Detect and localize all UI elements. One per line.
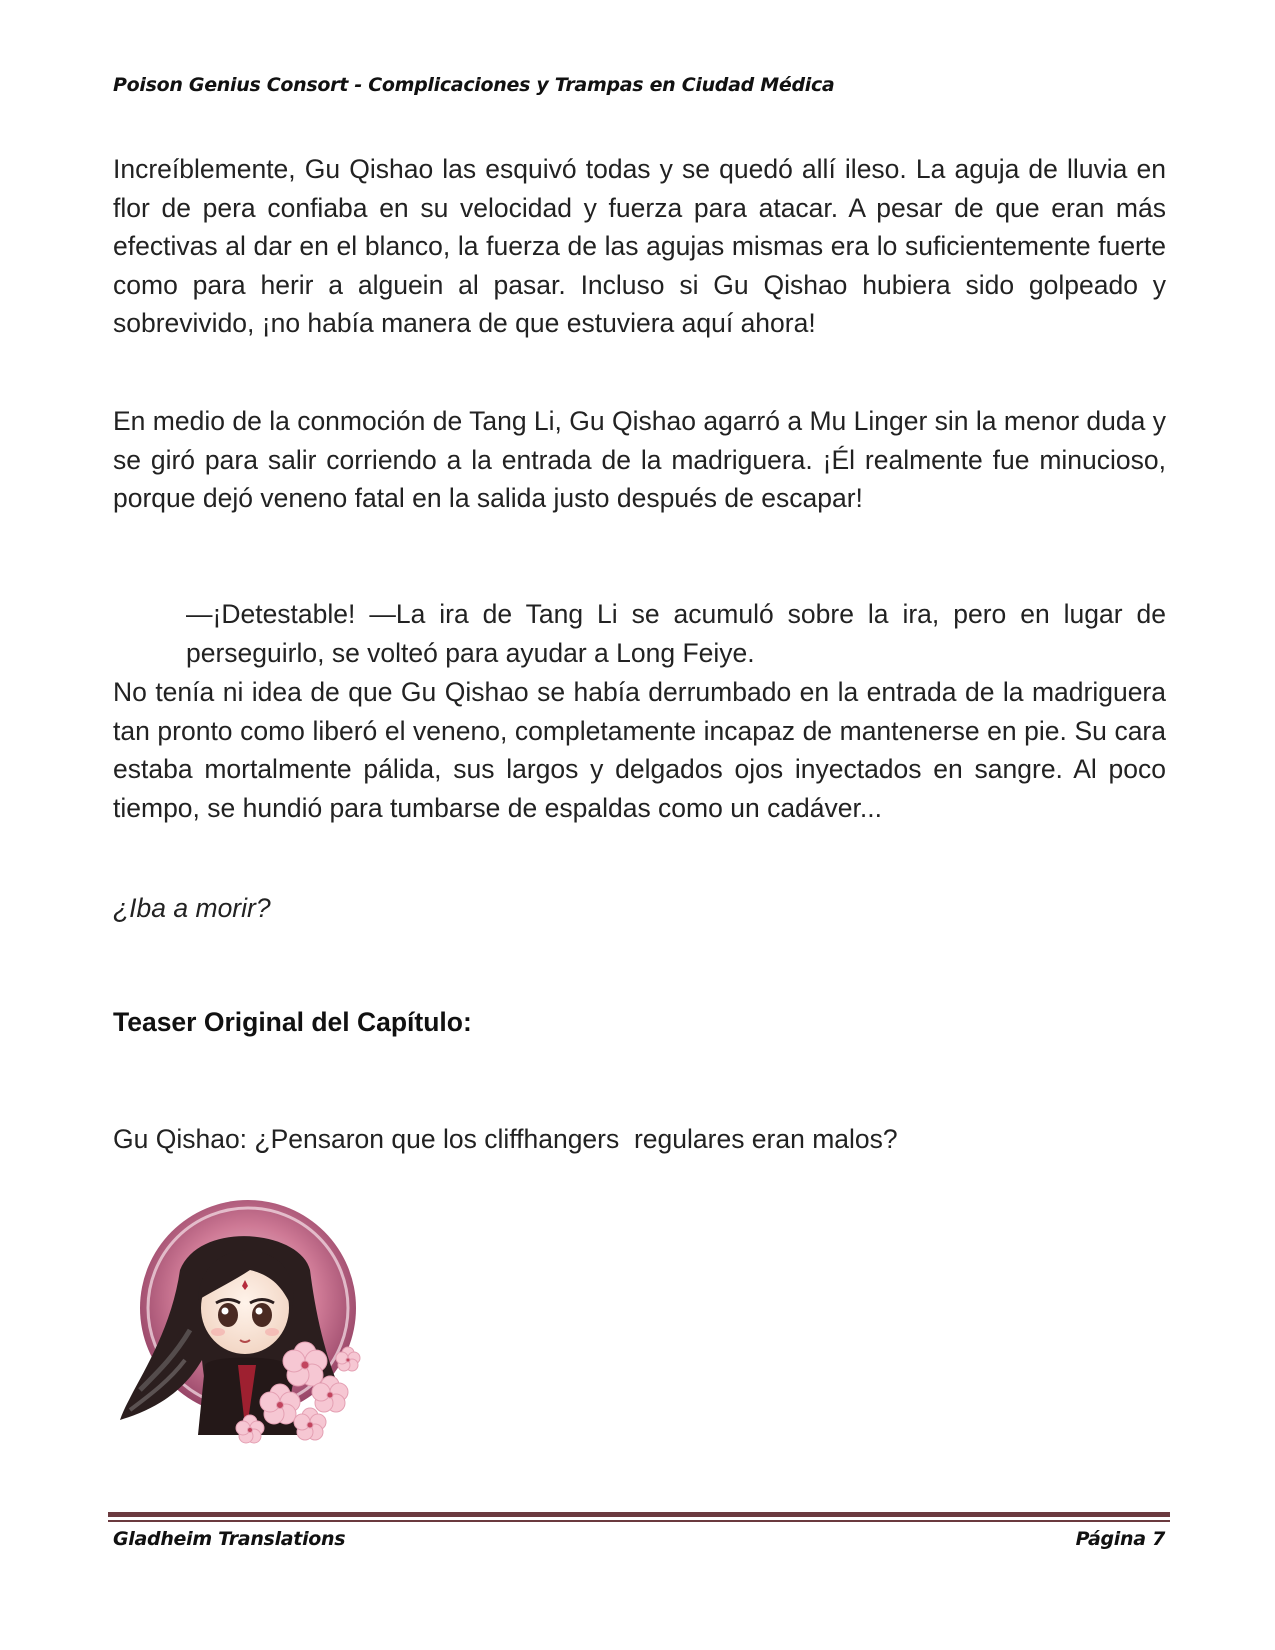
footer-divider <box>108 1512 1170 1522</box>
teaser-heading: Teaser Original del Capítulo: <box>113 1007 472 1037</box>
dialogue-paragraph: —¡Detestable! —La ira de Tang Li se acumuló sobre la ira, pero en lugar de perseguirlo, se volteó para ayudar a Long Feiye. <box>186 599 1166 668</box>
teaser-line: Gu Qishao: ¿Pensaron que los cliffhangers regulares eran malos? <box>113 1124 898 1154</box>
chibi-character-illustration-icon <box>110 1190 372 1452</box>
footer-publisher: Gladheim Translations <box>113 1528 346 1550</box>
paragraph-2: En medio de la conmoción de Tang Li, Gu Qishao agarró a Mu Linger sin la menor duda y se giró para salir corriendo a la entrada de la madriguera. ¡Él realmente fue minucioso, porque dejó veneno fatal en la salida justo después de escapar! <box>113 406 1166 513</box>
page-header: Poison Genius Consort - Complicaciones y Trampas en Ciudad Médica <box>113 74 835 96</box>
paragraph-1: Increíblemente, Gu Qishao las esquivó todas y se quedó allí ileso. La aguja de lluvia en flor de pera confiaba en su velocidad y fuerza para atacar. A pesar de que eran más efectivas al dar en el blanco, la fuerza de las agujas mismas era lo suficientemente fuerte como para herir a alguein al pasar. Incluso si Gu Qishao hubiera sido golpeado y sobrevivido, ¡no había manera de que estuviera aquí ahora! <box>113 154 1166 338</box>
footer-page-number: Página 7 <box>1075 1528 1165 1550</box>
paragraph-4: No tenía ni idea de que Gu Qishao se había derrumbado en la entrada de la madriguera tan pronto como liberó el veneno, completamente incapaz de mantenerse en pie. Su cara estaba mortalmente pálida, sus largos y delgados ojos inyectados en sangre. Al poco tiempo, se hundió para tumbarse de espaldas como un cadáver... <box>113 677 1166 823</box>
italic-question: ¿Iba a morir? <box>113 893 271 923</box>
